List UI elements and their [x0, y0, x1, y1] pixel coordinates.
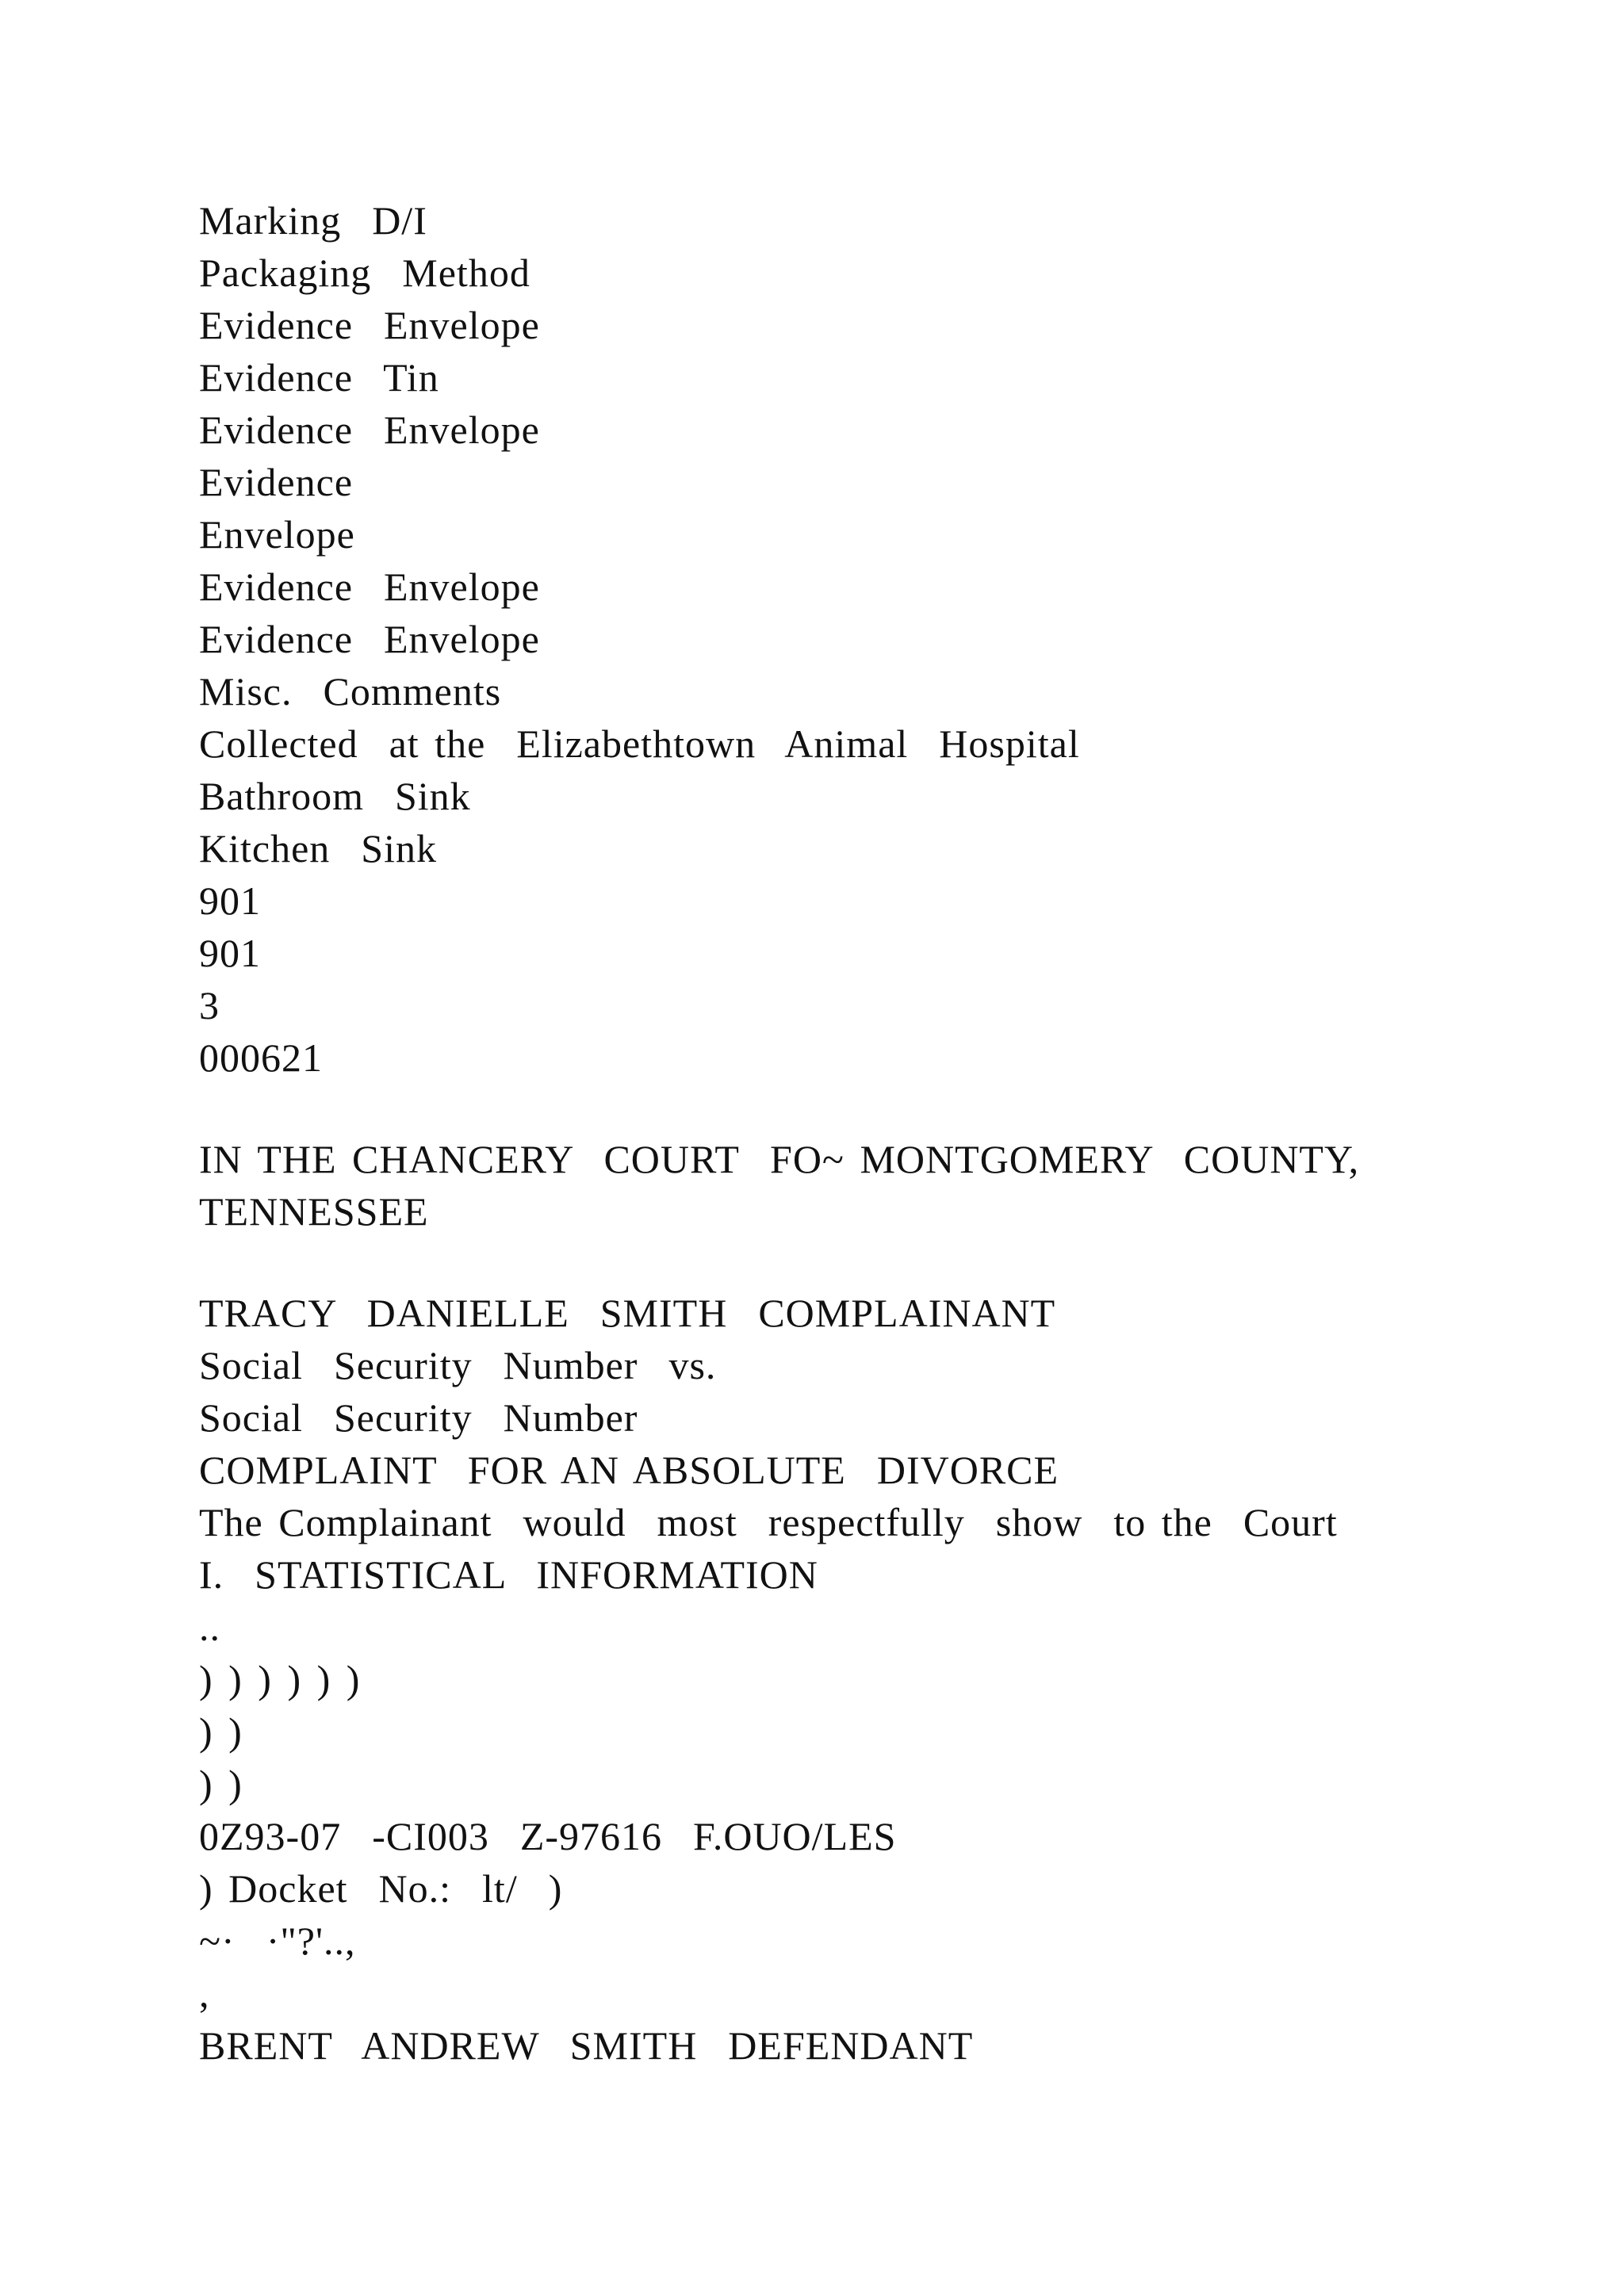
- document-body: [199, 194, 1547, 2072]
- complaint-title: COMPLAINT FOR AN ABSOLUTE DIVORCE: [199, 1448, 1059, 1492]
- text-line: Kitchen Sink: [199, 826, 437, 871]
- text-line: Bathroom Sink: [199, 774, 471, 818]
- blank-line: [199, 1084, 1547, 1133]
- text-line: 0Z93-07 -CI003 Z-97616 F.OUO/LES: [199, 1814, 897, 1858]
- text-line: 000621: [199, 1035, 323, 1080]
- text-line: 901: [199, 878, 261, 923]
- text-line: Social Security Number vs.: [199, 1343, 717, 1387]
- text-line: Evidence Envelope: [199, 617, 540, 661]
- text-line: 901: [199, 931, 261, 975]
- text-line: ..: [199, 1605, 220, 1649]
- text-line: Packaging Method: [199, 251, 530, 295]
- blank-line: [199, 1238, 1547, 1287]
- text-line: ,: [199, 1971, 210, 2015]
- text-line: TRACY DANIELLE SMITH COMPLAINANT: [199, 1291, 1056, 1335]
- court-heading: IN THE CHANCERY COURT FO~ MONTGOMERY COUNTY,: [199, 1137, 1360, 1181]
- text-line: BRENT ANDREW SMITH DEFENDANT: [199, 2023, 974, 2068]
- text-line: 3: [199, 983, 220, 1027]
- text-line: Evidence: [199, 460, 354, 504]
- text-line: Evidence Envelope: [199, 408, 540, 452]
- text-line: Envelope: [199, 512, 355, 557]
- text-line: Marking D/I: [199, 198, 427, 243]
- text-line: Evidence Tin: [199, 355, 439, 400]
- text-line: Evidence Envelope: [199, 303, 540, 347]
- text-line: ) ): [199, 1709, 243, 1754]
- text-line: Collected at the Elizabethtown Animal Hospital: [199, 721, 1080, 766]
- text-line: The Complainant would most respectfully show to the Court: [199, 1500, 1338, 1544]
- docket-line: ) Docket No.: lt/ ): [199, 1866, 563, 1911]
- text-line: ) ) ) ) ) ): [199, 1657, 361, 1701]
- court-heading: TENNESSEE: [199, 1189, 429, 1234]
- text-line: Evidence Envelope: [199, 564, 540, 609]
- text-line: ~· ·"?'..,: [199, 1919, 356, 1963]
- text-line: ) ): [199, 1762, 243, 1806]
- text-line: Misc. Comments: [199, 669, 502, 714]
- section-heading: I. STATISTICAL INFORMATION: [199, 1552, 818, 1597]
- text-line: Social Security Number: [199, 1395, 638, 1440]
